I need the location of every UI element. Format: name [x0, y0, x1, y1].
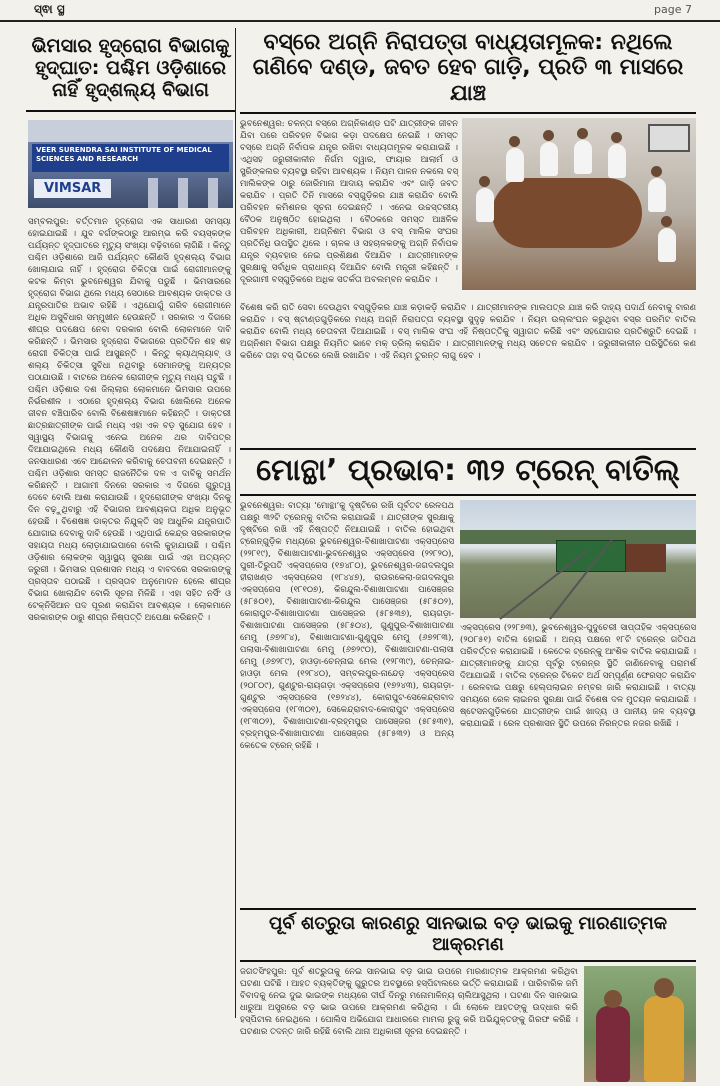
train-story-block	[240, 500, 696, 908]
vimsar-photo	[28, 120, 233, 208]
train-story-body: ଭୁବନେଶ୍ୱର: ବାତ୍ୟା ‘ମୋନ୍ଥା’କୁ ଦୃଷ୍ଟିରେ ରଖି ପୂର୍ବତଟ ରେଳପଥ ପକ୍ଷରୁ ୩୨ଟି ଟ୍ରେନ୍‌କୁ ବାତିଲ କରାଯାଇଛି । ଯାତ୍ରୀଙ୍କ ସୁରକ୍ଷାକୁ ଦୃଷ୍ଟିରେ ରଖି ଏହି ନିଷ୍ପତ୍ତି ନିଆଯାଇଛି । ବାତିଲ ହୋଇଥିବା ଟ୍ରେନ୍‌ଗୁଡ଼ିକ ମଧ୍ୟରେ ଭୁବନେଶ୍ୱର-ବିଶାଖାପାଟଣା ଏକ୍ସପ୍ରେସ (୨୨୮୧୯), ବିଶାଖାପାଟଣା-ଭୁବନେଶ୍ୱର ଏକ୍ସପ୍ରେସ (୨୨୮୨୦), ପୁରୀ-ତିରୁପତି ଏକ୍ସପ୍ରେସ (୧୭୪୮୦), ଭୁବନେଶ୍ୱର-ଜଗଦଲପୁର ହୀରାଖଣ୍ଡ ଏକ୍ସପ୍ରେସ (୧୮୪୪୭), ରାଉରକେଲା-ଜଗଦଲପୁର ଏକ୍ସପ୍ରେସ (୧୮୧୦୭), କିରନ୍ଦୁଲ-ବିଶାଖାପାଟଣା ପାସେଞ୍ଜର (୫୮୫୦୧), ବିଶାଖାପାଟଣା-କିରନ୍ଦୁଲ ପାସେଞ୍ଜର (୫୮୫୦୨), କୋରାପୁଟ-ବିଶାଖାପାଟଣା ପାସେଞ୍ଜର (୫୮୫୩୭), ରାୟଗଡ଼ା-ବିଶାଖାପାଟଣା ପାସେଞ୍ଜର (୫୮୫୦୪), ଗୁଣୁପୁର-ବିଶାଖାପାଟଣା ମେମୁ (୬୭୨୮୪), ବିଶାଖାପାଟଣା-ଗୁଣୁପୁର ମେମୁ (୬୭୨୮୩), ପଲାସା-ବିଶାଖାପାଟଣା ମେମୁ (୬୭୨୯୦), ବିଶାଖାପାଟଣା-ପଲାସା ମେମୁ (୬୭୨୮୯), ହାଓଡ଼ା-ଚେନ୍ନାଇ ମେଲ (୧୨୮୩୯), ଚେନ୍ନାଇ-ହାଓଡ଼ା ମେଲ (୧୨୮୪୦), ସମ୍ବଲପୁର-ନାନ୍ଦେଡ଼ ଏକ୍ସପ୍ରେସ (୨୦୮୦୯), ଗୁଣ୍ଟୁର-ରାୟଗଡ଼ା ଏକ୍ସପ୍ରେସ (୧୭୨୪୩), ରାୟଗଡ଼ା-ଗୁଣ୍ଟୁର ଏକ୍ସପ୍ରେସ (୧୭୨୪୪), କୋରାପୁଟ-ସେକେନ୍ଦ୍ରାବାଦ ଏକ୍ସପ୍ରେସ (୧୮୩୦୧), ସେକେନ୍ଦ୍ରାବାଦ-କୋରାପୁଟ ଏକ୍ସପ୍ରେସ (୧୮୩୦୨), ବିଶାଖାପାଟଣା-ବ୍ରହ୍ମପୁର ପାସେଞ୍ଜର (୫୮୫୩୧), ବ୍ରହ୍ମପୁର-ବିଶାଖାପାଟଣା ପାସେଞ୍ଜର (୫୮୫୩୨) ଓ ଅନ୍ୟ କେତେକ ଟ୍ରେନ୍ ରହିଛି ।	[240, 501, 454, 752]
main-story-body: ଭୁବନେଶ୍ୱର: ଚଳନ୍ତା ବସ୍‌ରେ ଅଗ୍ନିକାଣ୍ଡ ଘଟି ଯାତ୍ରୀଙ୍କ ଜୀବନ ଯିବା ପରେ ପରିବହନ ବିଭାଗ କଡ଼ା ପଦକ୍ଷେପ ନେଇଛି । ସମସ୍ତ ବସ୍‌ରେ ଅଗ୍ନି ନିର୍ବାପକ ଯନ୍ତ୍ର ରଖିବା ବାଧ୍ୟତାମୂଳକ କରାଯାଇଛି । ଏଥିସହ ଜରୁରୀକାଳୀନ ନିର୍ଗମ ଦ୍ୱାର, ଫାୟାର ଆଲାର୍ମ ଓ ସ୍ପ୍ରିଙ୍କଲର ବ୍ୟବସ୍ଥା ରହିବା ଆବଶ୍ୟକ । ନିୟମ ପାଳନ ନକଲେ ବସ୍ ମାଲିକଙ୍କ ଠାରୁ ଜୋରିମାନା ଆଦାୟ କରାଯିବ ଏବଂ ଗାଡ଼ି ଜବତ କରାଯିବ । ପ୍ରତି ତିନି ମାସରେ ବସ୍‌ଗୁଡ଼ିକର ଯାଞ୍ଚ କରାଯିବ ବୋଲି ପରିବହନ କମିଶନର ସୂଚନା ଦେଇଛନ୍ତି । ଏନେଇ ଉଚ୍ଚସ୍ତରୀୟ ବୈଠକ ଅନୁଷ୍ଠିତ ହୋଇଥିଲା । ବୈଠକରେ ସମସ୍ତ ଆଞ୍ଚଳିକ ପରିବହନ ଅଧିକାରୀ, ଅଗ୍ନିଶମ ବିଭାଗ ଓ ବସ୍ ମାଲିକ ସଂଘର ପ୍ରତିନିଧି ଉପସ୍ଥିତ ଥିଲେ । ଚାଳକ ଓ ସହଚାଳକଙ୍କୁ ଅଗ୍ନି ନିର୍ବାପକ ଯନ୍ତ୍ର ବ୍ୟବହାର ନେଇ ପ୍ରଶିକ୍ଷଣ ଦିଆଯିବ । ଯାତ୍ରୀମାନଙ୍କ ସୁରକ୍ଷାକୁ ସର୍ବାଧିକ ପ୍ରାଧାନ୍ୟ ଦିଆଯିବ ବୋଲି ମନ୍ତ୍ରୀ କହିଛନ୍ତି । ଦୂରଗାମୀ ବସ୍‌ଗୁଡ଼ିକରେ ଅଧିକ ସତର୍କତା ଅବଲମ୍ବନ କରାଯିବ ।	[240, 118, 458, 285]
crime-story-headline: ପୂର୍ବ ଶତ୍ରୁତା କାରଣରୁ ସାନଭାଇ ବଡ଼ ଭାଇକୁ ମାରଣାତ୍ମକ ଆକ୍ରମଣ	[240, 908, 696, 961]
page-number: page 7	[654, 3, 692, 16]
right-column	[240, 28, 696, 1037]
building-pillar	[148, 178, 158, 208]
meeting-person	[476, 188, 494, 222]
meeting-person	[506, 148, 524, 182]
person-figure	[596, 1006, 630, 1082]
building-roof	[28, 120, 233, 142]
railway-photo	[460, 500, 696, 618]
meeting-photo	[462, 118, 696, 290]
crime-story-block	[240, 966, 696, 1086]
train-story-headline: ମୋନ୍ଥା’ ପ୍ରଭାବ: ୩୨ ଟ୍ରେନ୍ ବାତିଲ୍	[240, 448, 696, 497]
left-story-headline: ଭିମସାର ହୃଦ୍‌ରୋଗ ବିଭାଗକୁ ହୃଦ୍‌ଘାତ: ପଶ୍ଚିମ ଓଡ଼ିଶାରେ ନାହିଁ ହୃଦ୍‌ଶଲ୍ୟ ବିଭାଗ	[26, 28, 235, 112]
main-story-block	[240, 118, 696, 448]
person-figure	[644, 996, 684, 1082]
meeting-person	[608, 144, 626, 178]
person-head	[479, 176, 490, 187]
presentation-screen	[648, 124, 690, 152]
meeting-person	[574, 140, 592, 174]
conference-table	[492, 178, 642, 248]
main-story-headline: ବସ୍‌ରେ ଅଗ୍ନି ନିରାପତ୍ତା ବାଧ୍ୟତାମୂଳକ: ନଥିଲେ ଗଣିବେ ଦଣ୍ଡ, ଜବତ ହେବ ଗାଡ଼ି, ପ୍ରତି ୩ ମାସରେ ଯାଞ୍ଚ	[240, 28, 696, 114]
institute-signboard: VEER SURENDRA SAI INSTITUTE OF MEDICAL SCIENCES AND RESEARCH	[32, 144, 229, 172]
meeting-person	[648, 178, 666, 212]
train-coach	[626, 544, 666, 572]
vimsar-label: VIMSAR	[34, 179, 111, 198]
meeting-person	[540, 142, 558, 176]
left-column	[26, 28, 236, 1018]
person-head	[509, 136, 520, 147]
train-story-body-continued: ଏକ୍ସପ୍ରେସ (୨୨୮୭୩), ଭୁବନେଶ୍ୱର-ପୁଦୁଚେରୀ ସାପ୍ତାହିକ ଏକ୍ସପ୍ରେସ (୨୦୮୫୧) ବାତିଲ ହୋଇଛି । ଅନ୍ୟ ପକ୍ଷରେ ୧୮ଟି ଟ୍ରେନ୍‌ର ଗତିପଥ ପରିବର୍ତ୍ତନ କରାଯାଇଛି । କେତେକ ଟ୍ରେନ୍‌କୁ ଆଂଶିକ ବାତିଲ କରାଯାଇଛି । ଯାତ୍ରୀମାନଙ୍କୁ ଯାତ୍ରା ପୂର୍ବରୁ ଟ୍ରେନ୍‌ର ସ୍ଥିତି ଜାଣିନେବାକୁ ପରାମର୍ଶ ଦିଆଯାଇଛି । ବାତିଲ ଟ୍ରେନ୍‌ର ଟିକେଟ ଅର୍ଥ ସମ୍ପୂର୍ଣ୍ଣ ଫେରସ୍ତ କରାଯିବ । ରେଳବାଇ ପକ୍ଷରୁ ହେଲ୍ପଲାଇନ ନମ୍ବର ଜାରି କରାଯାଇଛି । ବାତ୍ୟା ସମୟରେ ରେଳ ଲାଇନର ସୁରକ୍ଷା ପାଇଁ ବିଶେଷ ଦଳ ମୁତୟନ କରାଯାଇଛି । ଷ୍ଟେସନଗୁଡ଼ିକରେ ଯାତ୍ରୀଙ୍କ ପାଇଁ ଖାଦ୍ୟ ଓ ପାନୀୟ ଜଳ ବ୍ୟବସ୍ଥା କରାଯାଇଛି । ରେଳ ପ୍ରଶାସନ ସ୍ଥିତି ଉପରେ ନିରନ୍ତର ନଜର ରଖିଛି ।	[460, 623, 696, 730]
person-head	[543, 130, 554, 141]
masthead	[0, 0, 720, 22]
left-story-body: ସମ୍ବଲପୁର: ବର୍ତ୍ତମାନ ହୃଦ୍‌ରୋଗ ଏକ ସାଧାରଣ ସମସ୍ୟା ହୋଇଯାଇଛି । ଯୁବ ବର୍ଗଙ୍କଠାରୁ ଆରମ୍ଭ କରି ବୟସ୍କଙ୍କ ପର୍ଯ୍ୟନ୍ତ ହୃଦ୍‌ଘାତରେ ମୃତ୍ୟୁ ସଂଖ୍ୟା ବଢ଼ିବାରେ ଲାଗିଛି । କିନ୍ତୁ ପଶ୍ଚିମ ଓଡ଼ିଶାରେ ଆଜି ପର୍ଯ୍ୟନ୍ତ କୌଣସି ହୃଦ୍‌ଶଲ୍ୟ ବିଭାଗ ଖୋଲାଯାଇ ନାହିଁ । ହୃଦ୍‌ରୋଗ ଚିକିତ୍ସା ପାଇଁ ରୋଗୀମାନଙ୍କୁ କଟକ କିମ୍ବା ଭୁବନେଶ୍ୱର ଯିବାକୁ ପଡୁଛି । ଭିମସାରରେ ହୃଦ୍‌ରୋଗ ବିଭାଗ ଥିଲେ ମଧ୍ୟ ସେଠାରେ ଆବଶ୍ୟକ ଡାକ୍ତର ଓ ଯନ୍ତ୍ରପାତିର ଅଭାବ ରହିଛି । ଏଥିଯୋଗୁଁ ଗରିବ ରୋଗୀମାନେ ଅଧିକ ଅସୁବିଧାର ସମ୍ମୁଖୀନ ହେଉଛନ୍ତି । ସରକାର ଏ ଦିଗରେ ଶୀଘ୍ର ପଦକ୍ଷେପ ନେବା ଦରକାର ବୋଲି ଲୋକମାନେ ଦାବି କରିଛନ୍ତି । ଭିମସାର ହୃଦ୍‌ରୋଗ ବିଭାଗରେ ପ୍ରତିଦିନ ଶହ ଶହ ରୋଗୀ ଚିକିତ୍ସା ପାଇଁ ଆସୁଛନ୍ତି । କିନ୍ତୁ କ୍ୟାଥ୍‌ଲ୍ୟାବ୍ ଓ ଶଲ୍ୟ ଚିକିତ୍ସା ସୁବିଧା ନଥିବାରୁ ସେମାନଙ୍କୁ ଅନ୍ୟତ୍ର ପଠାଯାଉଛି । ବାଟରେ ଅନେକ ରୋଗୀଙ୍କ ମୃତ୍ୟୁ ମଧ୍ୟ ଘଟୁଛି । ପଶ୍ଚିମ ଓଡ଼ିଶାର ଦଶ ଜିଲ୍ଲାର ଲୋକମାନେ ଭିମସାର ଉପରେ ନିର୍ଭରଶୀଳ । ଏଠାରେ ହୃଦ୍‌ଶଲ୍ୟ ବିଭାଗ ଖୋଲିଲେ ଅନେକ ଜୀବନ ବଞ୍ଚିପାରିବ ବୋଲି ବିଶେଷଜ୍ଞମାନେ କହିଛନ୍ତି । ଡାକ୍ତରୀ ଛାତ୍ରଛାତ୍ରୀଙ୍କ ପାଇଁ ମଧ୍ୟ ଏହା ଏକ ବଡ଼ ସୁଯୋଗ ହେବ । ସ୍ୱାସ୍ଥ୍ୟ ବିଭାଗକୁ ଏନେଇ ଅନେକ ଥର ଦାବିପତ୍ର ଦିଆଯାଇଥିଲେ ମଧ୍ୟ କୌଣସି ପଦକ୍ଷେପ ନିଆଯାଇନାହିଁ । ଜନସାଧାରଣ ଏବେ ଆନ୍ଦୋଳନ କରିବାକୁ ଚେତାବନୀ ଦେଇଛନ୍ତି । ପଶ୍ଚିମ ଓଡ଼ିଶାର ସମସ୍ତ ରାଜନୈତିକ ଦଳ ଏ ଦାବିକୁ ସମର୍ଥନ କରିଛନ୍ତି । ଆଗାମୀ ଦିନରେ ସରକାର ଏ ଦିଗରେ ଗୁରୁତ୍ୱ ଦେବେ ବୋଲି ଆଶା କରାଯାଉଛି । ହୃଦ୍‌ରୋଗୀଙ୍କ ସଂଖ୍ୟା ଦିନକୁ ଦିନ ବଢ଼ୁଥିବାରୁ ଏହି ବିଭାଗର ଆବଶ୍ୟକତା ଅଧିକ ଅନୁଭୂତ ହେଉଛି । ବିଶେଷଜ୍ଞ ଡାକ୍ତର ନିଯୁକ୍ତି ସହ ଆଧୁନିକ ଯନ୍ତ୍ରପାତି ଯୋଗାଇ ଦେବାକୁ ଦାବି ହେଉଛି । ଏଥିପାଇଁ କେନ୍ଦ୍ର ସରକାରଙ୍କ ସହାୟତା ମଧ୍ୟ ଲୋଡ଼ାଯାଇପାରେ ବୋଲି କୁହାଯାଉଛି । ପଶ୍ଚିମ ଓଡ଼ିଶାର ଲୋକଙ୍କ ସ୍ୱାସ୍ଥ୍ୟ ସୁରକ୍ଷା ପାଇଁ ଏହା ଅତ୍ୟନ୍ତ ଜରୁରୀ । ଭିମସାର ପ୍ରଶାସନ ମଧ୍ୟ ଏ ବାବଦରେ ସରକାରଙ୍କୁ ପ୍ରସ୍ତାବ ପଠାଇଛି । ପ୍ରସ୍ତାବ ଅନୁମୋଦନ ହେଲେ ଶୀଘ୍ର ବିଭାଗ ଖୋଲାଯିବ ବୋଲି ସୂଚନା ମିଳିଛି । ଏହା ସହିତ ନର୍ସିଂ ଓ ଟେକ୍ନିସିଆନ ପଦ ପୂରଣ କରାଯିବା ଆବଶ୍ୟକ । ଲୋକମାନେ ସରକାରଙ୍କ ଠାରୁ ଶୀଘ୍ର ନିଷ୍ପତ୍ତି ଅପେକ୍ଷା କରିଛନ୍ତି ।	[28, 216, 231, 623]
person-head	[661, 216, 672, 227]
person-head	[577, 128, 588, 139]
person-face	[604, 990, 622, 1008]
person-head	[611, 132, 622, 143]
person-head	[651, 166, 662, 177]
person-face	[654, 978, 674, 998]
crime-story-body: ଜଗତସିଂହପୁର: ପୂର୍ବ ଶତ୍ରୁତାକୁ ନେଇ ସାନଭାଇ ବଡ଼ ଭାଇ ଉପରେ ମାରଣାତ୍ମକ ଆକ୍ରମଣ କରିଥିବା ଘଟଣା ଘଟିଛି । ଆହତ ବ୍ୟକ୍ତିଙ୍କୁ ଗୁରୁତର ଅବସ୍ଥାରେ ହସ୍ପିଟାଲରେ ଭର୍ତ୍ତି କରାଯାଇଛି । ପାରିବାରିକ ଜମି ବିବାଦକୁ ନେଇ ଦୁଇ ଭାଇଙ୍କ ମଧ୍ୟରେ ଦୀର୍ଘ ଦିନରୁ ମନୋମାଳିନ୍ୟ ଚାଲିଆସୁଥିଲା । ଘଟଣା ଦିନ ସାନଭାଇ ଧାରୁଆ ଅସ୍ତ୍ରରେ ବଡ଼ ଭାଇ ଉପରେ ଆକ୍ରମଣ କରିଥିଲା । ଗାଁ ଲୋକେ ଆହତଙ୍କୁ ଉଦ୍ଧାର କରି ହସ୍ପିଟାଲ ନେଇଥିଲେ । ପୋଲିସ ଅଭିଯୋଗ ଆଧାରରେ ମାମଲା ରୁଜୁ କରି ଅଭିଯୁକ୍ତଙ୍କୁ ଗିରଫ କରିଛି । ଘଟଣାର ତଦନ୍ତ ଜାରି ରହିଛି ବୋଲି ଥାନା ଅଧିକାରୀ ସୂଚନା ଦେଇଛନ୍ତି ।	[240, 966, 578, 1037]
masthead-section: ସ୍ଵା ସ୍ଥ	[34, 2, 65, 16]
building-pillar	[208, 178, 218, 208]
accused-victim-photo	[584, 966, 696, 1082]
building-pillar	[178, 178, 188, 208]
main-story-body-continued: ବିଶେଷ କରି ରାତି ସେବା ଦେଉଥିବା ବସ୍‌ଗୁଡ଼ିକର ଯାଞ୍ଚ କଡ଼ାକଡ଼ି କରାଯିବ । ଯାତ୍ରୀମାନଙ୍କ ମାଲପତ୍ର ଯାଞ୍ଚ କରି ଦାହ୍ୟ ପଦାର୍ଥ ନେବାକୁ ବାରଣ କରାଯିବ । ବସ୍ ଷ୍ଟାଣ୍ଡଗୁଡ଼ିକରେ ମଧ୍ୟ ଅଗ୍ନି ନିରାପତ୍ତା ବ୍ୟବସ୍ଥା ସୁଦୃଢ଼ କରାଯିବ । ନିୟମ ଉଲ୍ଲଂଘନ କରୁଥିବା ବସ୍‌ର ପରମିଟ ବାତିଲ କରାଯିବ ବୋଲି ମଧ୍ୟ ଚେତାବନୀ ଦିଆଯାଇଛି । ବସ୍ ମାଲିକ ସଂଘ ଏହି ନିଷ୍ପତ୍ତିକୁ ସ୍ୱାଗତ କରିଛି ଏବଂ ସହଯୋଗର ପ୍ରତିଶ୍ରୁତି ଦେଇଛି । ଅଗ୍ନିଶମ ବିଭାଗ ପକ୍ଷରୁ ନିୟମିତ ଭାବେ ମକ୍ ଡ୍ରିଲ୍ କରାଯିବ । ଯାତ୍ରୀମାନଙ୍କୁ ମଧ୍ୟ ସଚେତନ କରାଯିବ । ଜରୁରୀକାଳୀନ ପରିସ୍ଥିତିରେ କଣ କରିବେ ତାହା ବସ୍ ଭିତରେ ଲେଖି ରଖାଯିବ । ଏହି ନିୟମ ତୁରନ୍ତ ଲାଗୁ ହେବ ।	[240, 302, 696, 361]
meeting-person	[658, 228, 676, 262]
